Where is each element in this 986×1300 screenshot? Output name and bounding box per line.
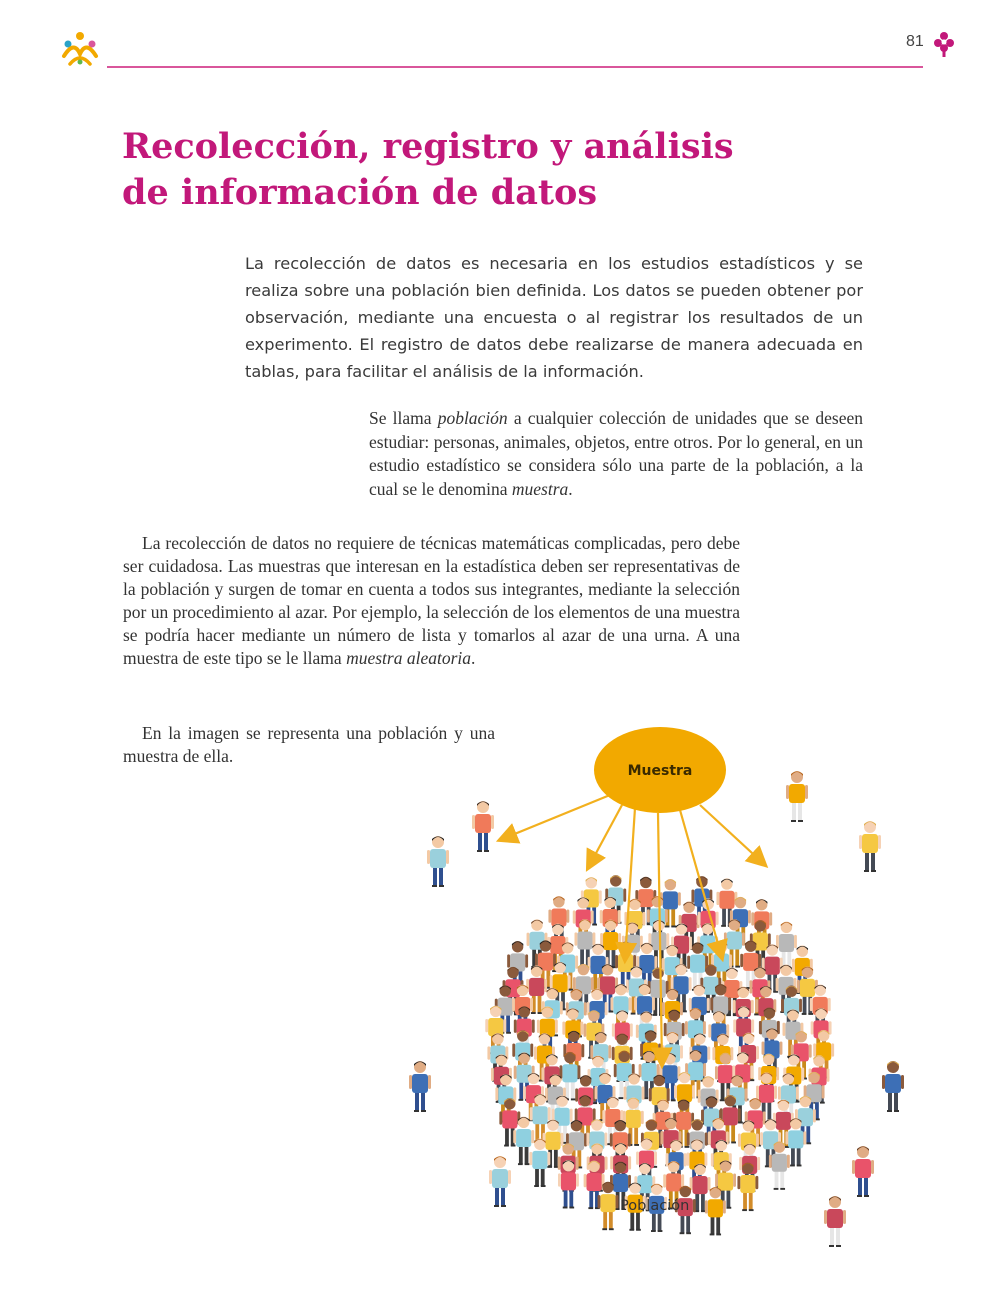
- term-muestra: muestra: [511, 478, 569, 499]
- flower-icon: [932, 30, 956, 58]
- population-sample-illustration: [400, 720, 920, 1260]
- person-figure: [489, 1156, 511, 1207]
- definition-text-1: Se llama: [369, 408, 438, 428]
- title-line-1: Recolección, registro y análisis: [122, 126, 734, 167]
- header-rule: [107, 66, 923, 68]
- term-poblacion: población: [437, 408, 508, 428]
- person-figure: [427, 836, 449, 887]
- person-figure: [852, 1146, 874, 1197]
- title-line-2: de información de datos: [122, 172, 598, 213]
- population-label: Población: [620, 1198, 690, 1214]
- definition-text-2: a cualquier colección de unidades que se deseen estudiar: personas, animales, objetos, entre otros. Por lo general, en un estudio estadístico se considera sólo una parte de la población, a la cual se le denomina: [369, 408, 863, 499]
- person-figure: [409, 1061, 431, 1112]
- person-figure: [824, 1196, 846, 1247]
- term-muestra-aleatoria: muestra aleatoria: [346, 648, 471, 668]
- sample-arrow: [500, 795, 610, 840]
- body-paragraph: [123, 532, 740, 670]
- definition-text-3: .: [568, 478, 573, 499]
- sample-arrow: [588, 805, 622, 868]
- definition-paragraph: [369, 407, 863, 501]
- flower-logo-icon: [56, 26, 104, 70]
- person-figure: [859, 821, 881, 872]
- figure-caption: En la imagen se representa una población y una muestra de ella.: [123, 723, 495, 766]
- person-figure: [472, 801, 494, 852]
- page-title: [122, 124, 762, 216]
- intro-paragraph: La recolección de datos es necesaria en los estudios estadísticos y se realiza sobre una población bien definida. Los datos se pueden obtener por observación, mediante una encuesta o al registrar los resultados de un experimento. El registro de datos debe realizarse de manera adecuada en tablas, para facilitar el análisis de la información.: [245, 254, 863, 381]
- person-figure: [882, 1061, 904, 1112]
- body-text-2: .: [471, 648, 476, 668]
- sample-arrow: [700, 805, 765, 865]
- page-number: 81: [906, 33, 924, 50]
- sample-label: Muestra: [627, 763, 693, 779]
- person-figure: [786, 771, 808, 822]
- population-crowd: [409, 771, 904, 1247]
- body-text-1: La recolección de datos no requiere de técnicas matemáticas complicadas, pero debe ser cuidadosa. Las muestras que interesan en la estadística deben ser representativas de la población y surgen de tomar en cuenta a todos sus integrantes, mediante la selección por un procedimiento al azar. Por ejemplo, la selección de los elementos de una muestra se podría hacer mediante un número de lista y tomarlos al azar de una urna. A una muestra de este tipo se le llama: [123, 533, 740, 668]
